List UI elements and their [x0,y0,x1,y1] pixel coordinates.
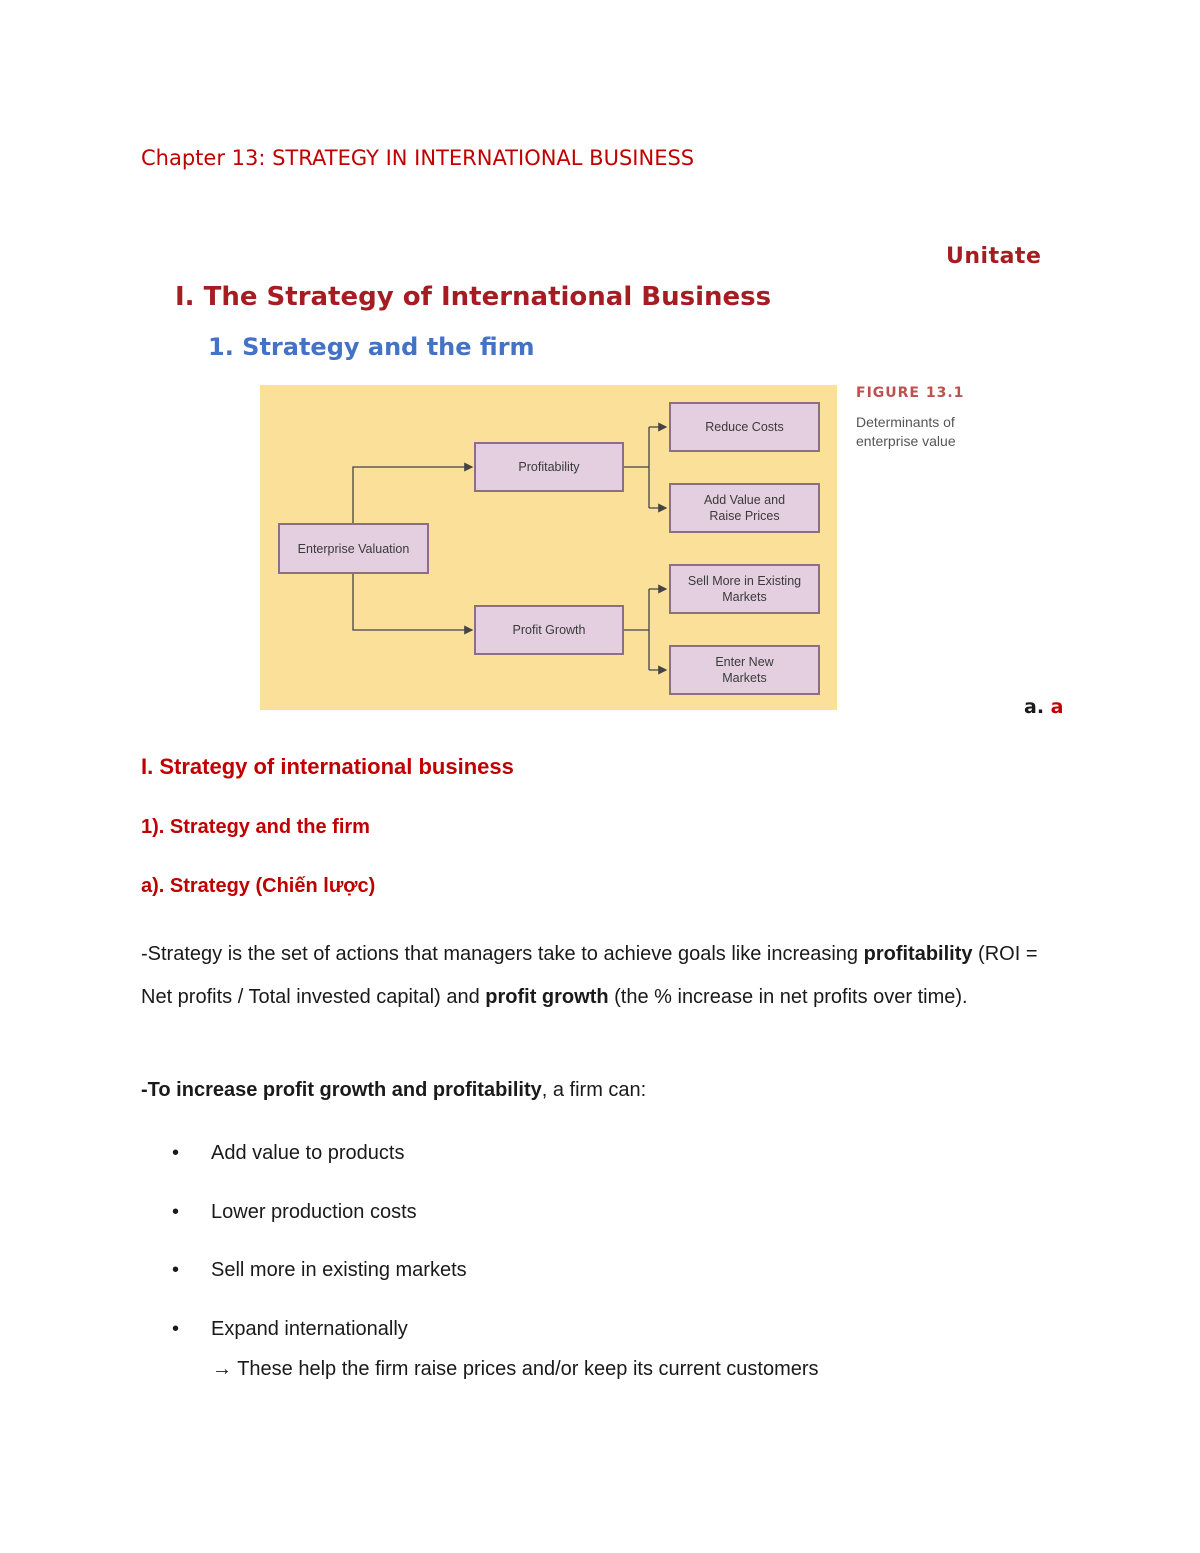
paragraph-bold-profit-growth: profit growth [485,986,609,1008]
strategy-definition-paragraph [141,933,1071,1019]
list-item [172,1196,467,1255]
subsection-heading: 1). Strategy and the firm [141,816,370,838]
paragraph-text-1: -Strategy is the set of actions that managers take to achieve goals like increasing [141,943,864,965]
node-reduce-costs: Reduce Costs [669,402,820,452]
paragraph-text-2: (ROI = Net profits / Total invested capital) and [141,943,1038,1008]
list-marker [1024,696,1064,718]
node-profit-growth: Profit Growth [474,605,624,655]
lead-sentence [141,1079,646,1102]
bullet-icon: • [172,1317,180,1340]
slide-cropped-header [946,244,1042,272]
paragraph-text-3: (the % increase in net profits over time). [608,986,968,1008]
node-profitability: Profitability [474,442,624,492]
node-enterprise-valuation: Enterprise Valuation [278,523,429,574]
slide-subheading: 1. Strategy and the firm [208,333,535,361]
bullet-icon: • [172,1142,180,1164]
chapter-title: Chapter 13: STRATEGY IN INTERNATIONAL BUSINESS [141,146,695,170]
section-heading: I. Strategy of international business [141,754,514,779]
bullet-list [172,1137,467,1371]
node-sell-more: Sell More in Existing Markets [669,564,820,614]
slide-cropped-header-text: Unitate [946,244,1042,269]
paragraph-bold-profitability: profitability [863,943,973,965]
bullet-icon: • [172,1200,180,1223]
list-item-text: Expand internationally [211,1317,408,1340]
list-item-text: Add value to products [211,1142,405,1164]
list-item [172,1137,467,1196]
enterprise-value-diagram [260,385,837,710]
figure-label: FIGURE 13.1 [856,385,965,401]
bullet-icon: • [172,1259,180,1281]
lead-rest: , a firm can: [541,1079,647,1101]
list-marker-letter: a [1050,696,1064,718]
list-marker-prefix: a. [1024,696,1045,718]
node-enter-new-markets: Enter New Markets [669,645,820,695]
slide-heading: I. The Strategy of International Business [175,282,772,312]
list-item-text: Sell more in existing markets [211,1259,467,1281]
conclusion-note: → These help the firm raise prices and/or keep its current customers [212,1358,819,1380]
node-add-value: Add Value and Raise Prices [669,483,820,533]
sub-subsection-heading: a). Strategy (Chiến lược) [141,875,376,897]
list-item-text: Lower production costs [211,1200,417,1223]
figure-caption: Determinants of enterprise value [856,414,956,449]
lead-bold: -To increase profit growth and profitability [141,1079,542,1101]
list-item [172,1254,467,1313]
